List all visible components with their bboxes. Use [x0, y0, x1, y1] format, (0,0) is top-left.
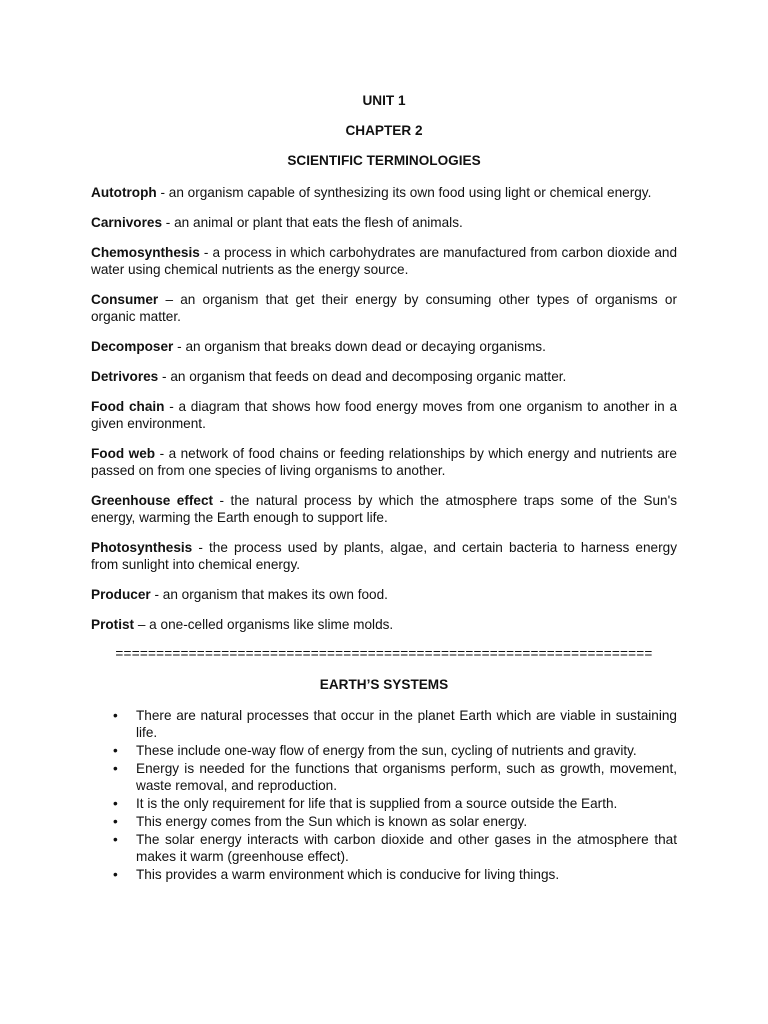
term-entry — [91, 338, 677, 355]
list-item — [91, 742, 677, 759]
list-item — [91, 831, 677, 865]
term-definition: - an organism capable of synthesizing its own food using light or chemical energy. — [156, 185, 652, 200]
term-definition: - the process used by plants, algae, and certain bacteria to harness energy from sunlight into chemical energy. — [91, 540, 677, 572]
term-entry — [91, 539, 677, 573]
term-entry — [91, 398, 677, 432]
term-definition: - a network of food chains or feeding relationships by which energy and nutrients are passed on from one species of living organisms to another. — [91, 446, 677, 478]
list-item — [91, 866, 677, 883]
term-entry — [91, 368, 677, 385]
term-name: Consumer — [91, 292, 159, 307]
list-item-text: It is the only requirement for life that is supplied from a source outside the Earth. — [136, 796, 618, 811]
term-name: Food web — [91, 446, 156, 461]
bullet-icon: • — [113, 867, 118, 882]
term-entry — [91, 445, 677, 479]
term-entry — [91, 492, 677, 526]
term-name: Protist — [91, 617, 135, 632]
term-name: Food chain — [91, 399, 165, 414]
term-name: Photosynthesis — [91, 540, 193, 555]
bullet-icon: • — [113, 832, 118, 847]
earth-systems-list — [91, 707, 677, 883]
term-definition: - an organism that breaks down dead or decaying organisms. — [173, 339, 546, 354]
term-name: Producer — [91, 587, 151, 602]
term-entry — [91, 184, 677, 201]
term-name: Chemosynthesis — [91, 245, 200, 260]
bullet-icon: • — [113, 814, 118, 829]
term-name: Greenhouse effect — [91, 493, 214, 508]
terminology-list — [91, 184, 677, 633]
term-definition: - an organism that makes its own food. — [150, 587, 388, 602]
list-item — [91, 760, 677, 794]
list-item-text: Energy is needed for the functions that organisms perform, such as growth, movement, waste removal, and reproduction. — [136, 761, 677, 793]
list-item — [91, 707, 677, 741]
section-title: SCIENTIFIC TERMINOLOGIES — [287, 153, 481, 168]
bullet-icon: • — [113, 708, 118, 723]
term-name: Detrivores — [91, 369, 159, 384]
bullet-icon: • — [113, 796, 118, 811]
chapter-heading: CHAPTER 2 — [345, 123, 423, 138]
list-item-text: This provides a warm environment which is conducive for living things. — [136, 867, 560, 882]
term-entry — [91, 214, 677, 231]
bullet-icon: • — [113, 761, 118, 776]
term-entry — [91, 616, 677, 633]
term-definition: - an organism that feeds on dead and decomposing organic matter. — [158, 369, 567, 384]
term-definition: – an organism that get their energy by consuming other types of organisms or organic matter. — [91, 292, 677, 324]
list-item-text: These include one-way flow of energy from the sun, cycling of nutrients and gravity. — [136, 743, 637, 758]
term-definition: - the natural process by which the atmosphere traps some of the Sun's energy, warming the Earth enough to support life. — [91, 493, 677, 525]
list-item — [91, 813, 677, 830]
term-entry — [91, 586, 677, 603]
earth-systems-heading: EARTH’S SYSTEMS — [319, 677, 449, 692]
unit-heading: UNIT 1 — [362, 93, 406, 108]
term-name: Autotroph — [91, 185, 157, 200]
list-item-text: There are natural processes that occur in the planet Earth which are viable in sustaining life. — [136, 708, 677, 740]
term-entry — [91, 244, 677, 278]
term-definition: - an animal or plant that eats the flesh of animals. — [162, 215, 463, 230]
list-item — [91, 795, 677, 812]
term-entry — [91, 291, 677, 325]
list-item-text: This energy comes from the Sun which is known as solar energy. — [136, 814, 528, 829]
list-item-text: The solar energy interacts with carbon dioxide and other gases in the atmosphere that makes it warm (greenhouse effect). — [136, 832, 677, 864]
term-name: Carnivores — [91, 215, 163, 230]
bullet-icon: • — [113, 743, 118, 758]
term-name: Decomposer — [91, 339, 174, 354]
section-separator: ================================================================== — [115, 646, 653, 661]
term-definition: - a process in which carbohydrates are manufactured from carbon dioxide and water using chemical nutrients as the energy source. — [91, 245, 677, 277]
term-definition: – a one-celled organisms like slime molds. — [134, 617, 394, 632]
term-definition: - a diagram that shows how food energy moves from one organism to another in a given environment. — [91, 399, 678, 431]
